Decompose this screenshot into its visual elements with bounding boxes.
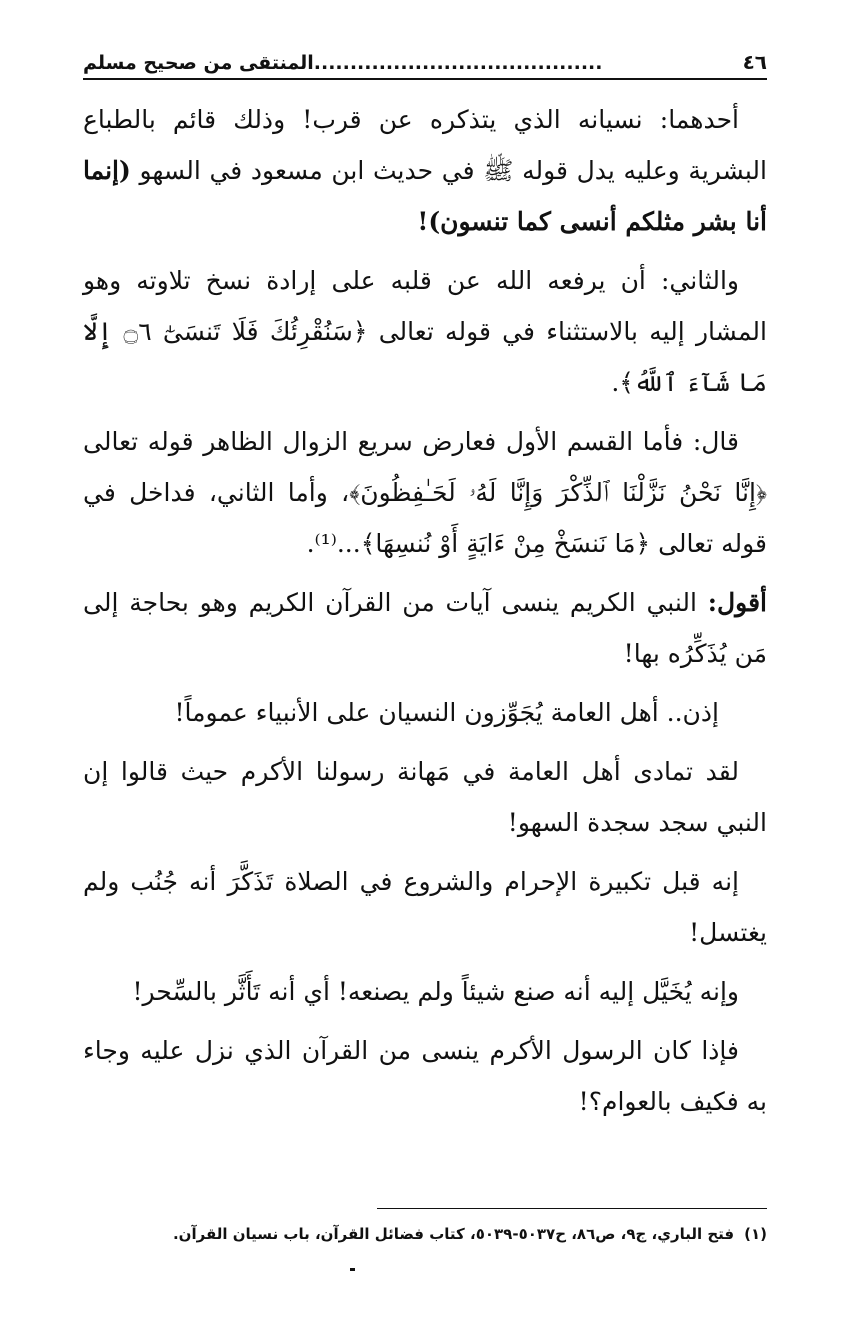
paragraph-sihr <box>83 966 767 1017</box>
paragraph-author-comment <box>83 577 767 679</box>
paragraph-final-question <box>83 1025 767 1127</box>
paragraph-second-kind <box>83 255 767 408</box>
paragraph-quote <box>83 416 767 569</box>
footnote-reference: ...⁽¹⁾. <box>306 529 361 558</box>
paragraph-text: فإذا كان الرسول الأكرم ينسى من القرآن الذي نزل عليه وجاء به فكيف بالعوام؟! <box>83 1036 767 1116</box>
footnote-divider <box>377 1208 767 1209</box>
quran-verse: ﴿سَنُقْرِئُكَ فَلَا تَنسَىٰٓ ۝٦ إِلَّا مَا شَآءَ ٱللَّهُ﴾. <box>83 317 767 397</box>
paragraph-text: إذن.. أهل العامة يُجَوِّزون النسيان على الأنبياء عموماً! <box>174 698 719 727</box>
footnote-marker: (١) <box>744 1225 767 1243</box>
footnote-text: فتح الباري، ج٩، ص٨٦، ح٥٠٣٧-٥٠٣٩، كتاب فضائل القرآن، باب نسيان القرآن. <box>172 1225 735 1243</box>
hadith-quote: (إنما أنا بشر مثلكم أنسى كما تنسون)! <box>83 156 767 236</box>
paragraph-sahw <box>83 746 767 848</box>
paragraph-janabah <box>83 856 767 958</box>
paragraph-text: وإنه يُخَيَّل إليه أنه صنع شيئاً ولم يصنعه! أي أنه تَأَثَّر بالسِّحر! <box>132 977 739 1006</box>
paragraph-conclusion <box>83 687 767 738</box>
body-text <box>83 94 767 1135</box>
paragraph-text: قال: فأما القسم الأول فعارض سريع الزوال الظاهر قوله تعالى <box>83 427 739 456</box>
quran-verse: ﴿مَا نَنسَخْ مِنْ ءَايَةٍ أَوْ نُنسِهَا﴾ <box>360 529 651 558</box>
paragraph-text: النبي الكريم ينسى آيات من القرآن الكريم وهو بحاجة إلى مَن يُذَكِّرُه بها! <box>83 588 767 668</box>
paragraph-text: أحدهما: نسيانه الذي يتذكره عن قرب! وذلك قائم بالطباع البشرية وعليه يدل قوله ﷺ في حديث ابن مسعود في السهو <box>83 105 767 185</box>
page-mark <box>350 1268 355 1271</box>
running-title: ........................................المنتقى من صحيح مسلم <box>83 52 603 74</box>
paragraph-text: لقد تمادى أهل العامة في مَهانة رسولنا الأكرم حيث قالوا إن النبي سجد سجدة السهو! <box>83 757 767 837</box>
quran-verse: ﴿إِنَّا نَحْنُ نَزَّلْنَا ٱلذِّكْرَ وَإِنَّا لَهُۥ لَحَـٰفِظُونَ﴾ <box>349 478 767 507</box>
paragraph-text: إنه قبل تكبيرة الإحرام والشروع في الصلاة تَذَكَّرَ أنه جُنُب ولم يغتسل! <box>83 867 767 947</box>
paragraph-text: ، وأما الثاني، فداخل في قوله تعالى <box>83 478 767 558</box>
page-header <box>83 36 767 80</box>
footnote <box>83 1222 767 1246</box>
paragraph-text: والثاني: أن يرفعه الله عن قلبه على إرادة نسخ تلاوته وهو المشار إليه بالاستثناء في قوله تعالى <box>83 266 767 346</box>
page-number: ٤٦ <box>742 50 767 74</box>
lead-word: أقول: <box>707 588 767 617</box>
paragraph-first-kind <box>83 94 767 247</box>
